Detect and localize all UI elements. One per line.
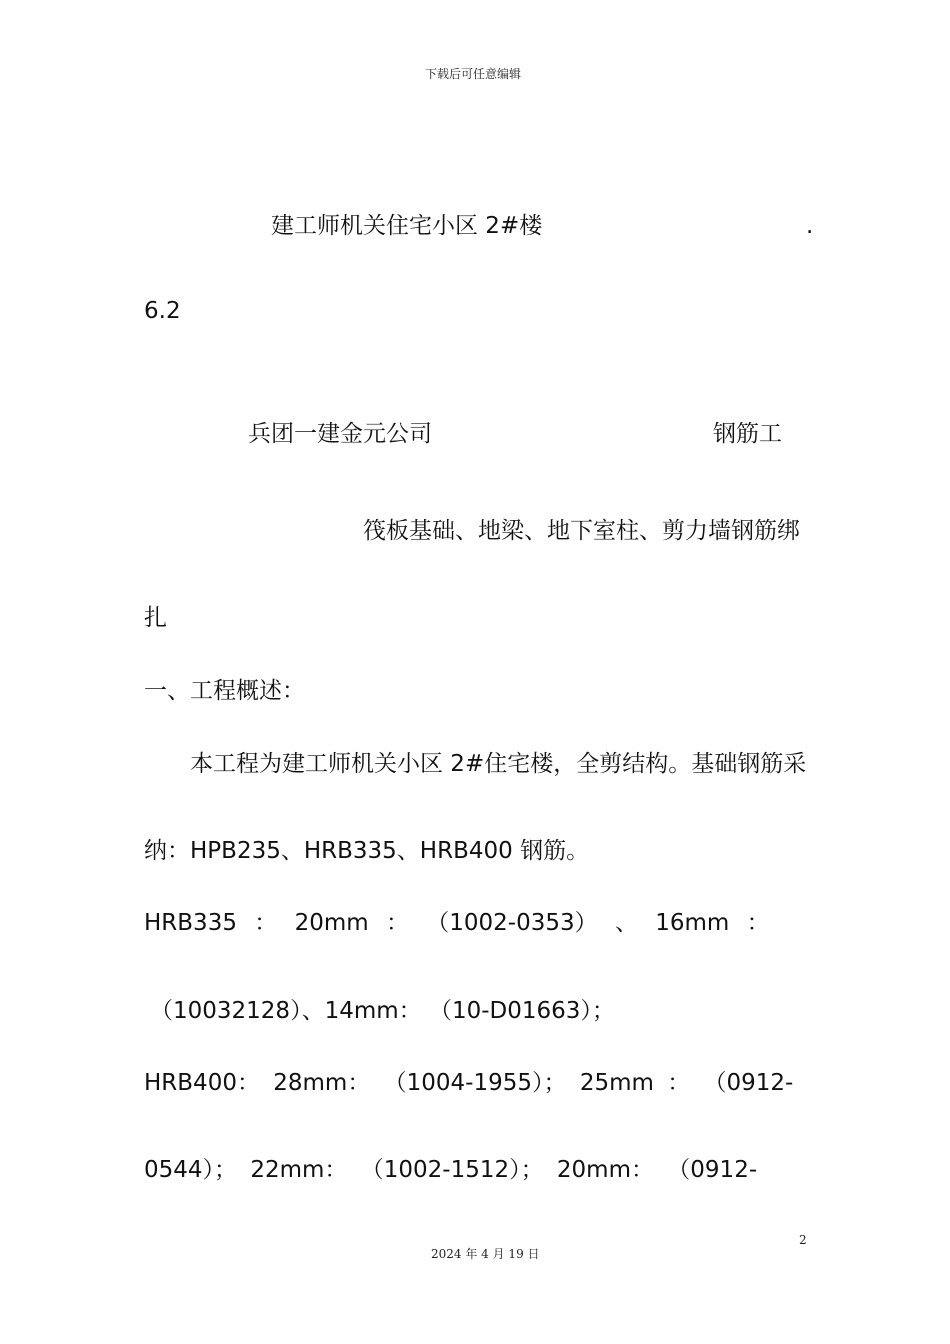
rebar-spec-line: HRB335 ： 20mm ： （1002-0353） 、 16mm ： [144,910,770,936]
version-number: 6.2 [144,298,181,324]
rebar-spec-line: HRB400： 28mm： （1004-1955）； 25mm ： （0912- [144,1070,794,1096]
page-number: 2 [799,1233,807,1247]
company-name: 兵团一建金元公司 [248,421,432,447]
section-heading: 一、工程概述： [144,678,305,704]
body-paragraph-cont: 纳：HPB235、HRB335、HRB400 钢筋。 [144,838,590,864]
scope-line: 筏板基础、地梁、地下室柱、剪力墙钢筋绑 [363,518,800,544]
body-paragraph: 本工程为建工师机关小区 2#住宅楼，全剪结构。基础钢筋采 [190,751,807,777]
scope-line-cont: 扎 [144,605,167,631]
footer-date: 2024 年 4 月 19 日 [431,1247,540,1261]
rebar-spec-line: （10032128）、14mm： （10-D01663）； [150,998,615,1024]
rebar-spec-line: 0544）； 22mm： （1002-1512）； 20mm： （0912- [144,1157,758,1183]
page-header: 下载后可任意编辑 [425,67,522,81]
project-title: 建工师机关住宅小区 2#楼 [271,213,543,239]
work-type: 钢筋工 [713,421,782,447]
title-dot: . [806,213,814,239]
